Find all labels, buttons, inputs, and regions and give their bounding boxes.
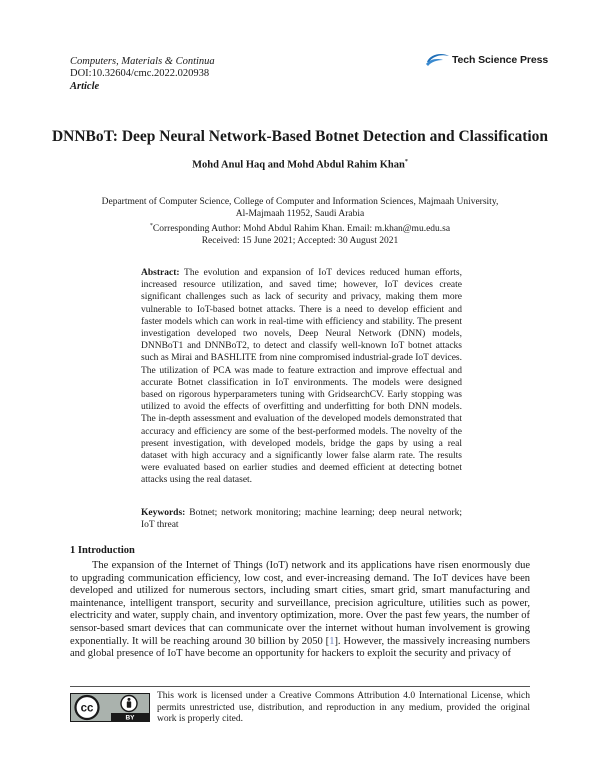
article-type: Article [70, 81, 100, 92]
doi: DOI:10.32604/cmc.2022.020938 [70, 68, 210, 79]
cc-by-license-badge[interactable] [70, 693, 150, 722]
footer-divider [70, 686, 530, 687]
correspondence-mark: * [149, 223, 153, 229]
cc-label: cc [80, 702, 94, 715]
affiliation-line-2: Al-Majmaah 11952, Saudi Arabia [235, 209, 365, 219]
citation-link[interactable]: 1 [329, 635, 335, 647]
corresponding-author-mark: * [404, 159, 408, 165]
author-names: Mohd Anul Haq and Mohd Abdul Rahim Khan [192, 159, 405, 171]
keywords-text: Botnet; network monitoring; machine learning; deep neural network; IoT threat [141, 508, 462, 531]
paper-title: DNNBoT: Deep Neural Network-Based Botnet Detection and Classification [51, 128, 549, 145]
license-text: This work is licensed under a Creative Commons Attribution 4.0 International License, which permits unrestricted use, distribution, and reproduction in any medium, provided the original work is properly cited. [157, 691, 530, 725]
cc-by-icon [71, 694, 149, 721]
abstract-text: The evolution and expansion of IoT devices reduced human efforts, increased resource utilization, and saved time; however, IoT devices create significant challenges such as lack of security and privacy, making them more vulnerable to IoT-based botnet attacks. There is a need to develop efficient and faster models which can work in real-time with efficiency and stability. The present investigation developed two novels, Deep Neural Network (DNN) models, DNNBoT1 and DNNBoT2, to detect and classify well-known IoT botnet attacks such as Mirai and BASHLITE from nine compromised industrial-grade IoT devices. The utilization of PCA was made to feature extraction and improve effectual and accurate Botnet classification in IoT environments. The models were designed based on rigorous hyperparameters tuning with GridsearchCV. Early stopping was utilized to avoid the effects of overfitting and underfitting for both DNN models. The in-depth assessment and evaluation of the developed models demonstrated that accuracy and efficiency are some of the best-performed models. The novelty of the present investigation, with developed models, bridge the gaps by using a real dataset with high accuracy and a significantly lower false alarm rate. The results were evaluated based on earlier studies and deemed efficient at detecting botnet attacks using the real dataset. [141, 268, 462, 486]
correspondence: Corresponding Author: Mohd Abdul Rahim Khan. Email: m.khan@mu.edu.sa [152, 224, 451, 235]
intro-text-part-1: The expansion of the Internet of Things (IoT) network and its applications have risen enormously due to upgrading communication efficiency, low cost, and ever-increasing demand. The IoT devices have been developed and utilized for numerous sectors, including smart cities, smart grid, smart manufacturing and maintenance, intelligent transport, security and surveillance, precision agriculture, utilities such as power, electricity and water, supply chain, and inventory optimization, more. Over the past few years, the number of sensor-based smart devices that can communicate over the internet without human involvement is growing exponentially. It will be reaching around 30 billion by 2050 [ [70, 560, 530, 647]
journal-name: Computers, Materials & Continua [70, 56, 215, 67]
keywords [141, 507, 462, 531]
correspondence-line [60, 220, 540, 235]
section-heading-introduction: 1 Introduction [70, 545, 135, 556]
received-accepted-dates: Received: 15 June 2021; Accepted: 30 August 2021 [201, 236, 399, 247]
keywords-label: Keywords: [141, 508, 186, 518]
abstract-label: Abstract: [141, 268, 180, 278]
tech-science-press-swoosh-icon [424, 51, 450, 69]
abstract [141, 267, 462, 487]
intro-text-part-2: ]. However, the massively increasing numbers and global presence of IoT have become an opportunity for hackers to exploit the security and privacy of [70, 635, 530, 660]
publisher-name: Tech Science Press [452, 54, 549, 66]
publisher-logo [424, 51, 548, 69]
by-label: BY [125, 714, 135, 721]
introduction-paragraph [70, 560, 530, 661]
authors [40, 159, 560, 171]
affiliation-block [60, 196, 540, 247]
affiliation-line-1: Department of Computer Science, College of Computer and Information Sciences, Majmaah University, [101, 197, 499, 207]
